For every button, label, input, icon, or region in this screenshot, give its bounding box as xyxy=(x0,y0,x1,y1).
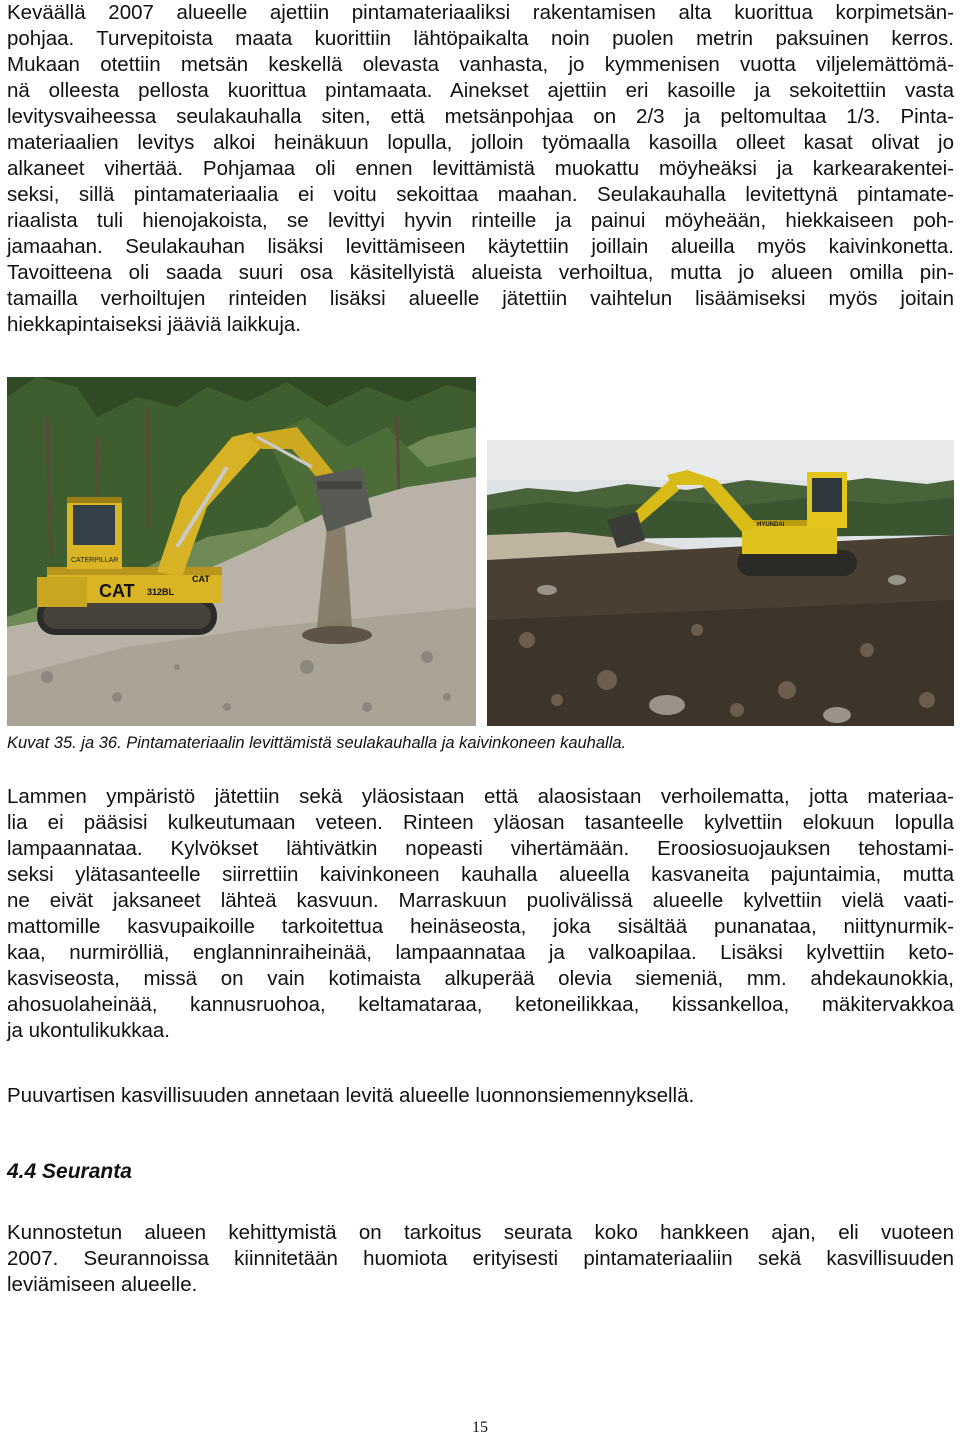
text-line: ahosuolaheinää, kannusruohoa, keltamataraa, ketoneilikkaa, kissankelloa, mäkitervakkoa xyxy=(7,993,954,1016)
text-line: kaa, nurmirölliä, englanninraiheinää, lampaannataa ja valkoapilaa. Lisäksi kylvettiin keto- xyxy=(7,941,954,964)
cat-logo: CAT xyxy=(99,581,135,601)
model-label: 312BL xyxy=(147,587,175,597)
text-line: nä olleesta pellosta kuorittua pintamaata. Ainekset ajettiin eri kasoille ja sekoitettiin vasta xyxy=(7,79,954,102)
text-line: ne eivät jaksaneet lähteä kasvuun. Marraskuun puolivälissä alueelle kylvettiin vielä vaati- xyxy=(7,889,954,912)
text-line: lia ei pääsisi kulkeutumaan veteen. Rinteen yläosan tasanteelle kylvettiin elokuun lopulla xyxy=(7,811,954,834)
page-number: 15 xyxy=(472,1419,488,1436)
text-line: seksi ylätasanteelle siirrettiin kaivinkoneen kauhalla alueella kasvaneita pajuntaimia, mutta xyxy=(7,863,954,886)
text-line: alkaneet vihertää. Pohjamaa oli ennen levittämistä muokattu möyheäksi ja karkearakentei- xyxy=(7,157,954,180)
text-line: ja ukontulikukkaa. xyxy=(7,1019,170,1042)
text-line: Kunnostetun alueen kehittymistä on tarkoitus seurata koko hankkeen ajan, eli vuoteen xyxy=(7,1221,954,1244)
text-line: pohjaa. Turvepitoista maata kuorittiin lähtöpaikalta noin puolen metrin paksuinen kerros. xyxy=(7,27,954,50)
text-line: tamailla verhoiltujen rinteiden lisäksi alueelle jätettiin vaihtelun lisäämiseksi myös joitain xyxy=(7,287,954,310)
text-line: Lammen ympäristö jätettiin sekä yläosistaan että alaosistaan verhoilematta, jotta materiaa- xyxy=(7,785,954,808)
text-line: lampaannataa. Kylvökset lähtivätkin nopeasti vihertämään. Eroosiosuojauksen tehostami- xyxy=(7,837,954,860)
figure-caption: Kuvat 35. ja 36. Pintamateriaalin levittämistä seulakauhalla ja kaivinkoneen kauhalla. xyxy=(7,734,627,752)
text-line: jamaahan. Seulakauhan lisäksi levittämiseen käytettiin joillain alueilla myös kaivinkonetta. xyxy=(7,235,954,258)
text-line: riaalista tuli hienojakoista, se levittyi hyvin rinteille ja painui möyheään, hiekkaiseen poh- xyxy=(7,209,954,232)
text-line: Tavoitteena oli saada suuri osa käsitellyistä alueista verhoiltua, mutta jo alueen omilla pin- xyxy=(7,261,954,284)
hyundai-label: HYUNDAI xyxy=(757,522,785,528)
text-line: hiekkapintaiseksi jääviä laikkuja. xyxy=(7,313,301,336)
paragraph-3: Puuvartisen kasvillisuuden annetaan levitä alueelle luonnonsiemennyksellä. xyxy=(7,1084,695,1107)
text-line: kasviseosta, missä on vain kotimaista alkuperää olevia siemeniä, mm. ahdekaunokkia, xyxy=(7,967,954,990)
text-line: materiaalien levitys alkoi heinäkuun lopulla, jolloin työmaalla kasoilla olleet kasat olivat jo xyxy=(7,131,954,154)
text-line: Keväällä 2007 alueelle ajettiin pintamateriaaliksi rakentamisen alta kuorittua korpimetsän- xyxy=(7,1,954,24)
text-line: 2007. Seurannoissa kiinnitetään huomiota erityisesti pintamateriaaliin sekä kasvillisuuden xyxy=(7,1247,954,1270)
text-line: seksi, sillä pintamateriaalia ei voitu sekoittaa maahan. Seulakauhalla levitettynä pintamate- xyxy=(7,183,954,206)
arm-label: CAT xyxy=(192,574,210,584)
text-line: levitysvaiheessa seulakauhalla siten, että metsänpohjaa on 2/3 ja peltomultaa 1/3. Pinta- xyxy=(7,105,954,128)
photo-hyundai-excavator xyxy=(487,440,954,726)
photo-cat-excavator xyxy=(7,377,476,726)
text-line: mattomille kasvupaikoille tarkoitettua heinäseosta, joka sisältää punanataa, niittynurmik- xyxy=(7,915,954,938)
cab-label: CATERPILLAR xyxy=(71,557,119,564)
section-heading: 4.4 Seuranta xyxy=(7,1160,132,1183)
text-line: Mukaan otettiin metsän keskellä olevasta vanhasta, jo kymmenisen vuotta viljelemättömä- xyxy=(7,53,954,76)
text-line: leviämiseen alueelle. xyxy=(7,1273,198,1296)
